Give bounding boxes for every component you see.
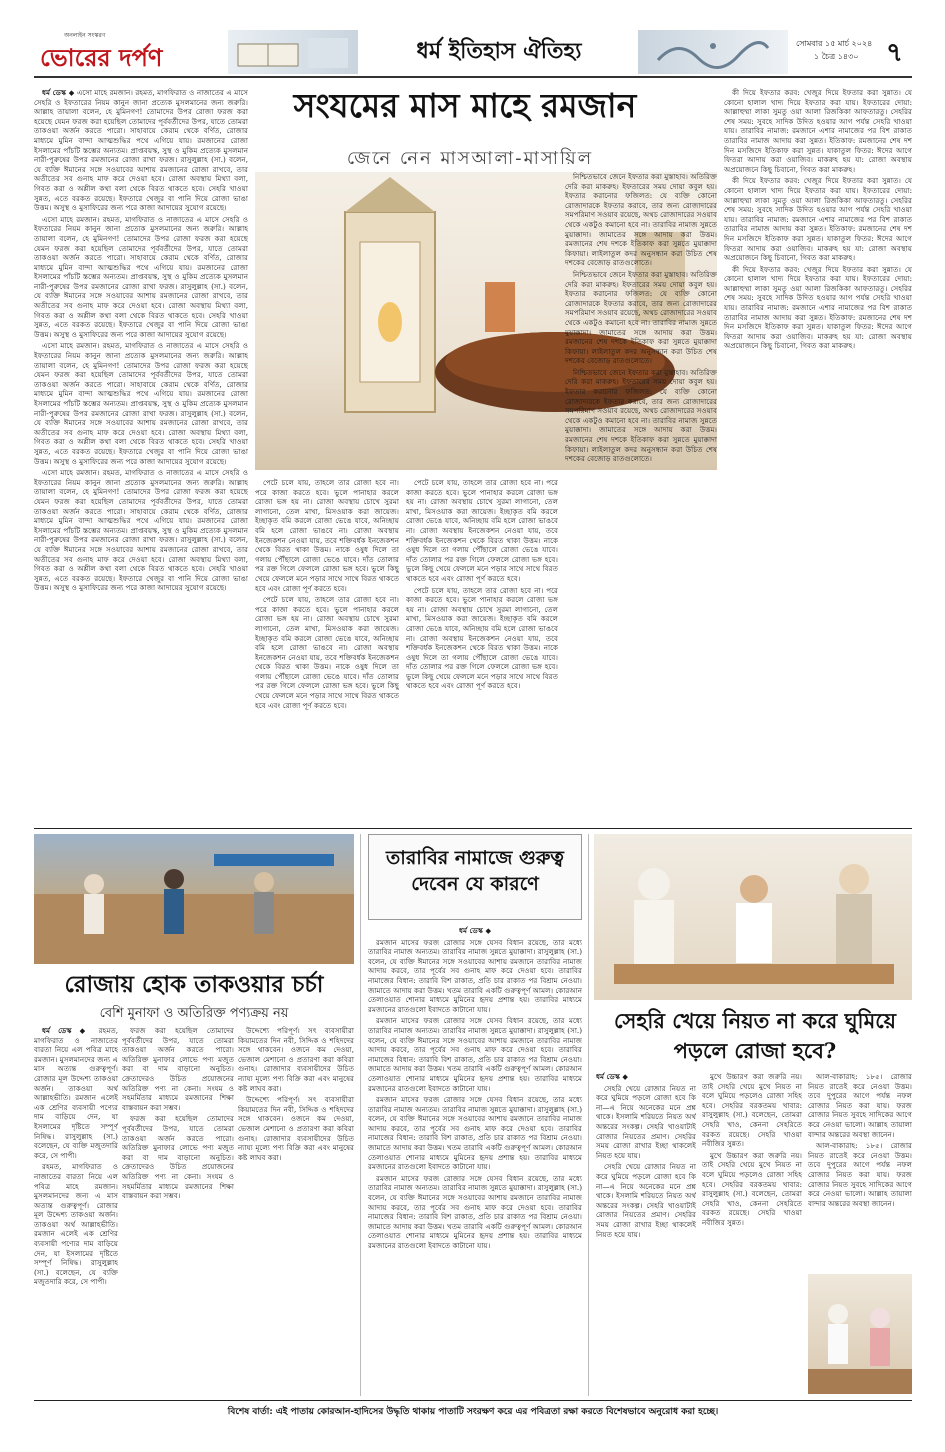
header-banner-right bbox=[638, 30, 788, 74]
footer-notice bbox=[34, 1404, 912, 1420]
logo-box bbox=[34, 30, 224, 76]
date-line-bengali: ১ চৈত্র ১৪৩০ bbox=[814, 52, 859, 61]
article4-title: সেহরি খেয়ে নিয়ত না করে ঘুমিয়ে পড়লে রোজা হবে? bbox=[613, 1008, 897, 1063]
article2-title: রোজায় হোক তাকওয়ার চর্চা bbox=[64, 971, 324, 998]
article1-column-2: পেটে চলে যায়, তাহলে তার রোজা হবে না। পরে কাজা করতে হবে। ভুলে পানাহার করলে রোজা ভঙ্গ হয় না। রোজা অবস্থায় চোখে সুরমা লাগানো, তেল মাখা, মিসওয়াক করা জায়েজ। ইচ্ছাকৃত বমি করলে রোজা ভেঙে যাবে, অনিচ্ছায় বমি হলে রোজা ভাঙবে না। রোজা অবস্থায় ইনজেকশন নেওয়া যায়, তবে শক্তিবর্ধক ইনজেকশন থেকে বিরত থাকা উত্তম। নাকে ওষুধ দিলে তা গলায় পৌঁছালে রোজা ভেঙে যাবে। দাঁত তোলার পর রক্ত গিলে ফেললে রোজা ভঙ্গ হবে। ভুলে কিছু খেয়ে ফেললে মনে পড়ার সাথে সাথে বিরত থাকতে হবে এবং রোজা পূর্ণ করতে হবে। পেটে চলে যায়, তাহলে তার রোজা হবে না। পরে কাজা করতে হবে। ভুলে পানাহার করলে রোজা ভঙ্গ হয় না। রোজা অবস্থায় চোখে সুরমা লাগানো, তেল মাখা, মিসওয়াক করা জায়েজ। ইচ্ছাকৃত বমি করলে রোজা ভেঙে যাবে, অনিচ্ছায় বমি হলে রোজা ভাঙবে না। রোজা অবস্থায় ইনজেকশন নেওয়া যায়, তবে শক্তিবর্ধক ইনজেকশন থেকে বিরত থাকা উত্তম। নাকে ওষুধ দিলে তা গলায় পৌঁছালে রোজা ভেঙে যাবে। দাঁত তোলার পর রক্ত গিলে ফেললে রোজা ভঙ্গ হবে। ভুলে কিছু খেয়ে ফেললে মনে পড়ার সাথে সাথে বিরত থাকতে হবে এবং রোজা পূর্ণ করতে হবে। bbox=[255, 478, 399, 710]
article3-title-box bbox=[368, 834, 582, 920]
children-icon bbox=[808, 1274, 912, 1394]
article2-column-2: ফরজ করা হয়েছিল তোমাদের পূর্ববর্তীদের উপর, যাতে তোমরা তাকওয়া অর্জন করতে পারো। অতিরিক্ত মুনাফার লোভে পণ্য মজুত করা বা দাম বাড়ানো অনুচিত। ক্রেতাদেরও উচিত প্রয়োজনের অতিরিক্ত পণ্য না কেনা। সংযম ও সহমর্মিতার মাধ্যমে রমজানের শিক্ষা বাস্তবায়ন করা সম্ভব। ফরজ করা হয়েছিল তোমাদের পূর্ববর্তীদের উপর, যাতে তোমরা তাকওয়া অর্জন করতে পারো। অতিরিক্ত মুনাফার লোভে পণ্য মজুত করা বা দাম বাড়ানো অনুচিত। ক্রেতাদেরও উচিত প্রয়োজনের অতিরিক্ত পণ্য না কেনা। সংযম ও সহমর্মিতার মাধ্যমে রমজানের শিক্ষা বাস্তবায়ন করা সম্ভব। bbox=[122, 1026, 234, 1201]
article4-byline: ধর্ম ডেস্ক ◆ bbox=[596, 1072, 628, 1081]
logo: ভোরের দর্পণ bbox=[40, 43, 163, 72]
children-dua-photo bbox=[808, 1274, 912, 1394]
article3-byline: ধর্ম ডেস্ক ◆ bbox=[459, 926, 491, 935]
article4-column-1: ধর্ম ডেস্ক ◆ সেহরি খেয়ে রোজার নিয়ত না করে ঘুমিয়ে পড়লে রোজা হবে কি না—এ নিয়ে অনেকের মনে প্রশ্ন থাকে। ইসলামি শরিয়তে নিয়ত অর্থ অন্তরের সংকল্প। সেহরি খাওয়াটাই রোজার নিয়তের প্রমাণ। সেহরির সময় রোজা রাখার ইচ্ছা থাকলেই নিয়ত হয়ে যায়। সেহরি খেয়ে রোজার নিয়ত না করে ঘুমিয়ে পড়লে রোজা হবে কি না—এ নিয়ে অনেকের মনে প্রশ্ন থাকে। ইসলামি শরিয়তে নিয়ত অর্থ অন্তরের সংকল্প। সেহরি খাওয়াটাই রোজার নিয়তের প্রমাণ। সেহরির সময় রোজা রাখার ইচ্ছা থাকলেই নিয়ত হয়ে যায়। bbox=[596, 1072, 696, 1239]
footer-notice-text: বিশেষ বার্তা: এই পাতায় কোরআন-হাদিসের উদ্ধৃতি থাকায় পাতাটি সংরক্ষণ করে এর পবিত্রতা রক্ষা করতে বিশেষভাবে অনুরোধ করা হচ্ছে। bbox=[227, 1407, 719, 1417]
article2-subtitle: বেশি মুনাফা ও অতিরিক্ত পণ্যক্রয় নয় bbox=[99, 1006, 289, 1021]
article1-byline: ধর্ম ডেস্ক ◆ bbox=[42, 88, 75, 97]
divider-mid bbox=[34, 828, 912, 829]
divider-col-b bbox=[588, 834, 589, 1396]
family-icon bbox=[594, 834, 912, 1000]
divider-col-a bbox=[360, 834, 361, 1396]
quran-book-icon bbox=[228, 30, 358, 74]
article1-column-1: ধর্ম ডেস্ক ◆ এসো মাহে রমজান। রহমত, মাগফিরাত ও নাজাতের এ মাসে সেহরি ও ইফতারের নিয়ম কানুন জানা প্রত্যেক মুসলমানের জন্য জরুরি। আল্লাহ তায়ালা বলেন, হে মুমিনগণ! তোমাদের উপর রোজা ফরজ করা হয়েছে যেমন ফরজ করা হয়েছিল তোমাদের পূর্ববর্তীদের উপর, যাতে তোমরা তাকওয়া অর্জন করতে পারো। সাহাবায়ে কেরাম থেকে বর্ণিত, রোজার মাধ্যমে মুমিন বান্দা আত্মশুদ্ধির পথে এগিয়ে যায়। রমজানের রোজা ইসলামের পাঁচটি স্তম্ভের অন্যতম। প্রাপ্তবয়স্ক, সুস্থ ও মুকিম প্রত্যেক মুসলমান নারী-পুরুষের উপর রমজানের রোজা রাখা ফরজ। রাসুলুল্লাহ (সা.) বলেন, যে ব্যক্তি ঈমানের সঙ্গে সওয়াবের আশায় রমজানের রোজা রাখবে, তার অতীতের সব গুনাহ মাফ করে দেওয়া হবে। রোজা অবস্থায় মিথ্যা বলা, গিবত করা ও অশ্লীল কথা বলা থেকে বিরত থাকতে হবে। সেহরি খাওয়া সুন্নত, এতে বরকত রয়েছে। ইফতারে খেজুর বা পানি দিয়ে রোজা ভাঙা উত্তম। অসুস্থ ও মুসাফিরের জন্য পরে কাজা আদায়ের সুযোগ রয়েছে। এসো মাহে রমজান। রহমত, মাগফিরাত ও নাজাতের এ মাসে সেহরি ও ইফতারের নিয়ম কানুন জানা প্রত্যেক মুসলমানের জন্য জরুরি। আল্লাহ তায়ালা বলেন, হে মুমিনগণ! তোমাদের উপর রোজা ফরজ করা হয়েছে যেমন ফরজ করা হয়েছিল তোমাদের পূর্ববর্তীদের উপর, যাতে তোমরা তাকওয়া অর্জন করতে পারো। সাহাবায়ে কেরাম থেকে বর্ণিত, রোজার মাধ্যমে মুমিন বান্দা আত্মশুদ্ধির পথে এগিয়ে যায়। রমজানের রোজা ইসলামের পাঁচটি স্তম্ভের অন্যতম। প্রাপ্তবয়স্ক, সুস্থ ও মুকিম প্রত্যেক মুসলমান নারী-পুরুষের উপর রমজানের রোজা রাখা ফরজ। রাসুলুল্লাহ (সা.) বলেন, যে ব্যক্তি ঈমানের সঙ্গে সওয়াবের আশায় রমজানের রোজা রাখবে, তার অতীতের সব গুনাহ মাফ করে দেওয়া হবে। রোজা অবস্থায় মিথ্যা বলা, গিবত করা ও অশ্লীল কথা বলা থেকে বিরত থাকতে হবে। সেহরি খাওয়া সুন্নত, এতে বরকত রয়েছে। ইফতারে খেজুর বা পানি দিয়ে রোজা ভাঙা উত্তম। অসুস্থ ও মুসাফিরের জন্য পরে কাজা আদায়ের সুযোগ রয়েছে। এসো মাহে রমজান। রহমত, মাগফিরাত ও নাজাতের এ মাসে সেহরি ও ইফতারের নিয়ম কানুন জানা প্রত্যেক মুসলমানের জন্য জরুরি। আল্লাহ তায়ালা বলেন, হে মুমিনগণ! তোমাদের উপর রোজা ফরজ করা হয়েছে যেমন ফরজ করা হয়েছিল তোমাদের পূর্ববর্তীদের উপর, যাতে তোমরা তাকওয়া অর্জন করতে পারো। সাহাবায়ে কেরাম থেকে বর্ণিত, রোজার মাধ্যমে মুমিন বান্দা আত্মশুদ্ধির পথে এগিয়ে যায়। রমজানের রোজা ইসলামের পাঁচটি স্তম্ভের অন্যতম। প্রাপ্তবয়স্ক, সুস্থ ও মুকিম প্রত্যেক মুসলমান নারী-পুরুষের উপর রমজানের রোজা রাখা ফরজ। রাসুলুল্লাহ (সা.) বলেন, যে ব্যক্তি ঈমানের সঙ্গে সওয়াবের আশায় রমজানের রোজা রাখবে, তার অতীতের সব গুনাহ মাফ করে দেওয়া হবে। রোজা অবস্থায় মিথ্যা বলা, গিবত করা ও অশ্লীল কথা বলা থেকে বিরত থাকতে হবে। সেহরি খাওয়া সুন্নত, এতে বরকত রয়েছে। ইফতারে খেজুর বা পানি দিয়ে রোজা ভাঙা উত্তম। অসুস্থ ও মুসাফিরের জন্য পরে কাজা আদায়ের সুযোগ রয়েছে। এসো মাহে রমজান। রহমত, মাগফিরাত ও নাজাতের এ মাসে সেহরি ও ইফতারের নিয়ম কানুন জানা প্রত্যেক মুসলমানের জন্য জরুরি। আল্লাহ তায়ালা বলেন, হে মুমিনগণ! তোমাদের উপর রোজা ফরজ করা হয়েছে যেমন ফরজ করা হয়েছিল তোমাদের পূর্ববর্তীদের উপর, যাতে তোমরা তাকওয়া অর্জন করতে পারো। সাহাবায়ে কেরাম থেকে বর্ণিত, রোজার মাধ্যমে মুমিন বান্দা আত্মশুদ্ধির পথে এগিয়ে যায়। রমজানের রোজা ইসলামের পাঁচটি স্তম্ভের অন্যতম। প্রাপ্তবয়স্ক, সুস্থ ও মুকিম প্রত্যেক মুসলমান নারী-পুরুষের উপর রমজানের রোজা রাখা ফরজ। রাসুলুল্লাহ (সা.) বলেন, যে ব্যক্তি ঈমানের সঙ্গে সওয়াবের আশায় রমজানের রোজা রাখবে, তার অতীতের সব গুনাহ মাফ করে দেওয়া হবে। রোজা অবস্থায় মিথ্যা বলা, গিবত করা ও অশ্লীল কথা বলা থেকে বিরত থাকতে হবে। সেহরি খাওয়া সুন্নত, এতে বরকত রয়েছে। ইফতারে খেজুর বা পানি দিয়ে রোজা ভাঙা উত্তম। অসুস্থ ও মুসাফিরের জন্য পরে কাজা আদায়ের সুযোগ রয়েছে। bbox=[34, 88, 248, 593]
article2-column-1: ধর্ম ডেস্ক ◆ রহমত, মাগফিরাত ও নাজাতের বারতা নিয়ে এল পবিত্র মাহে রমজান। মুসলমানদের জন্য এ মাস অত্যন্ত গুরুত্বপূর্ণ। রোজার মূল উদ্দেশ্য তাকওয়া অর্জন। তাকওয়া অর্থ আল্লাহভীতি। রমজান এলেই এক শ্রেণির ব্যবসায়ী পণ্যের দাম বাড়িয়ে দেন, যা ইসলামের দৃষ্টিতে সম্পূর্ণ নিষিদ্ধ। রাসুলুল্লাহ (সা.) বলেছেন, যে ব্যক্তি মজুতদারি করে, সে পাপী। রহমত, মাগফিরাত ও নাজাতের বারতা নিয়ে এল পবিত্র মাহে রমজান। মুসলমানদের জন্য এ মাস অত্যন্ত গুরুত্বপূর্ণ। রোজার মূল উদ্দেশ্য তাকওয়া অর্জন। তাকওয়া অর্থ আল্লাহভীতি। রমজান এলেই এক শ্রেণির ব্যবসায়ী পণ্যের দাম বাড়িয়ে দেন, যা ইসলামের দৃষ্টিতে সম্পূর্ণ নিষিদ্ধ। রাসুলুল্লাহ (সা.) বলেছেন, যে ব্যক্তি মজুতদারি করে, সে পাপী। bbox=[34, 1026, 118, 1287]
article4-column-2: মুখে উচ্চারণ করা জরুরি নয়। তাই সেহরি খেয়ে মুখে নিয়ত না বলে ঘুমিয়ে পড়লেও রোজা সহিহ হবে। সেহরির বরকতময় খাবার: রাসুলুল্লাহ (সা.) বলেছেন, তোমরা সেহরি খাও, কেননা সেহরিতে বরকত রয়েছে। সেহরি খাওয়া নবীজির সুন্নত। মুখে উচ্চারণ করা জরুরি নয়। তাই সেহরি খেয়ে মুখে নিয়ত না বলে ঘুমিয়ে পড়লেও রোজা সহিহ হবে। সেহরির বরকতময় খাবার: রাসুলুল্লাহ (সা.) বলেছেন, তোমরা সেহরি খাও, কেননা সেহরিতে বরকত রয়েছে। সেহরি খাওয়া নবীজির সুন্নত। bbox=[702, 1072, 802, 1227]
calligraphy-icon bbox=[638, 30, 788, 74]
market-photo bbox=[34, 834, 354, 964]
section-title: ধর্ম ইতিহাস ঐতিহ্য bbox=[416, 38, 582, 64]
header-banner-left bbox=[228, 30, 358, 74]
logo-tagline: অনলাইন সংস্করণ bbox=[64, 32, 106, 39]
family-sehri-photo bbox=[594, 834, 912, 1000]
article1-column-5: কী দিয়ে ইফতার করব: খেজুর দিয়ে ইফতার করা সুন্নাত। যে কোনো হালাল খাদ্য দিয়ে ইফতার করা যায়। ইফতারের দোয়া: আল্লাহুম্মা লাকা সুমতু ওয়া আলা রিজকিকা আফতারতু। সেহরির শেষ সময়: সুবহে সাদিক উদিত হওয়ার আগ পর্যন্ত সেহরি খাওয়া যায়। তারাবির নামাজ: রমজানে এশার নামাজের পর বিশ রাকাত তারাবির নামাজ আদায় করা সুন্নত। ইতিকাফ: রমজানের শেষ দশ দিন মসজিদে ইতিকাফ করা সুন্নত। যাকাতুল ফিতর: ঈদের আগে ফিতরা আদায় করা ওয়াজিব। মাকরুহ হয় যা: রোজা অবস্থায় অপ্রয়োজনে কিছু চিবানো, গিবত করা মাকরুহ। কী দিয়ে ইফতার করব: খেজুর দিয়ে ইফতার করা সুন্নাত। যে কোনো হালাল খাদ্য দিয়ে ইফতার করা যায়। ইফতারের দোয়া: আল্লাহুম্মা লাকা সুমতু ওয়া আলা রিজকিকা আফতারতু। সেহরির শেষ সময়: সুবহে সাদিক উদিত হওয়ার আগ পর্যন্ত সেহরি খাওয়া যায়। তারাবির নামাজ: রমজানে এশার নামাজের পর বিশ রাকাত তারাবির নামাজ আদায় করা সুন্নত। ইতিকাফ: রমজানের শেষ দশ দিন মসজিদে ইতিকাফ করা সুন্নত। যাকাতুল ফিতর: ঈদের আগে ফিতরা আদায় করা ওয়াজিব। মাকরুহ হয় যা: রোজা অবস্থায় অপ্রয়োজনে কিছু চিবানো, গিবত করা মাকরুহ। কী দিয়ে ইফতার করব: খেজুর দিয়ে ইফতার করা সুন্নাত। যে কোনো হালাল খাদ্য দিয়ে ইফতার করা যায়। ইফতারের দোয়া: আল্লাহুম্মা লাকা সুমতু ওয়া আলা রিজকিকা আফতারতু। সেহরির শেষ সময়: সুবহে সাদিক উদিত হওয়ার আগ পর্যন্ত সেহরি খাওয়া যায়। তারাবির নামাজ: রমজানে এশার নামাজের পর বিশ রাকাত তারাবির নামাজ আদায় করা সুন্নত। ইতিকাফ: রমজানের শেষ দশ দিন মসজিদে ইতিকাফ করা সুন্নত। যাকাতুল ফিতর: ঈদের আগে ফিতরা আদায় করা ওয়াজিব। মাকরুহ হয় যা: রোজা অবস্থায় অপ্রয়োজনে কিছু চিবানো, গিবত করা মাকরুহ। bbox=[724, 88, 912, 351]
footer-rule bbox=[34, 1400, 912, 1401]
article1-column-3: পেটে চলে যায়, তাহলে তার রোজা হবে না। পরে কাজা করতে হবে। ভুলে পানাহার করলে রোজা ভঙ্গ হয় না। রোজা অবস্থায় চোখে সুরমা লাগানো, তেল মাখা, মিসওয়াক করা জায়েজ। ইচ্ছাকৃত বমি করলে রোজা ভেঙে যাবে, অনিচ্ছায় বমি হলে রোজা ভাঙবে না। রোজা অবস্থায় ইনজেকশন নেওয়া যায়, তবে শক্তিবর্ধক ইনজেকশন থেকে বিরত থাকা উত্তম। নাকে ওষুধ দিলে তা গলায় পৌঁছালে রোজা ভেঙে যাবে। দাঁত তোলার পর রক্ত গিলে ফেললে রোজা ভঙ্গ হবে। ভুলে কিছু খেয়ে ফেললে মনে পড়ার সাথে সাথে বিরত থাকতে হবে এবং রোজা পূর্ণ করতে হবে। পেটে চলে যায়, তাহলে তার রোজা হবে না। পরে কাজা করতে হবে। ভুলে পানাহার করলে রোজা ভঙ্গ হয় না। রোজা অবস্থায় চোখে সুরমা লাগানো, তেল মাখা, মিসওয়াক করা জায়েজ। ইচ্ছাকৃত বমি করলে রোজা ভেঙে যাবে, অনিচ্ছায় বমি হলে রোজা ভাঙবে না। রোজা অবস্থায় ইনজেকশন নেওয়া যায়, তবে শক্তিবর্ধক ইনজেকশন থেকে বিরত থাকা উত্তম। নাকে ওষুধ দিলে তা গলায় পৌঁছালে রোজা ভেঙে যাবে। দাঁত তোলার পর রক্ত গিলে ফেললে রোজা ভঙ্গ হবে। ভুলে কিছু খেয়ে ফেললে মনে পড়ার সাথে সাথে বিরত থাকতে হবে এবং রোজা পূর্ণ করতে হবে। bbox=[406, 478, 558, 691]
article1-title: সংযমের মাস মাহে রমজান bbox=[293, 86, 637, 125]
article2-byline: ধর্ম ডেস্ক ◆ bbox=[42, 1026, 91, 1035]
date-line: সোমবার ১৫ মার্চ ২০২৪ bbox=[796, 39, 873, 48]
crowd-icon bbox=[34, 834, 354, 964]
article4-column-3: আল-বাকারাহ: ১৮৫। রোজার নিয়ত রাতেই করে নেওয়া উত্তম। তবে দুপুরের আগে পর্যন্ত নফল রোজার নিয়ত করা যায়। ফরজ রোজার নিয়ত সুবহে সাদিকের আগে করে নেওয়া ভালো। আল্লাহ তায়ালা বান্দার অন্তরের অবস্থা জানেন। আল-বাকারাহ: ১৮৫। রোজার নিয়ত রাতেই করে নেওয়া উত্তম। তবে দুপুরের আগে পর্যন্ত নফল রোজার নিয়ত করা যায়। ফরজ রোজার নিয়ত সুবহে সাদিকের আগে করে নেওয়া ভালো। আল্লাহ তায়ালা বান্দার অন্তরের অবস্থা জানেন। bbox=[808, 1072, 912, 1208]
article1-subtitle: জেনে নেন মাসআলা-মাসায়িল bbox=[346, 148, 594, 169]
article1-column-4: নিশ্চিতভাবে জেনে ইফতার করা মুস্তাহাব। অতিরিক্ত দেরি করা মাকরুহ। ইফতারের সময় দোয়া কবুল হয়। ইফতার করানোর ফজিলত: যে ব্যক্তি কোনো রোজাদারকে ইফতার করাবে, তার জন্য রোজাদারের সমপরিমাণ সওয়াব রয়েছে, অথচ রোজাদারের সওয়াব থেকে একটুও কমানো হবে না। তারাবির নামাজ সুন্নতে মুয়াক্কাদা। জামাতের সঙ্গে আদায় করা উত্তম। রমজানের শেষ দশকে ইতিকাফ করা সুন্নতে মুয়াক্কাদা কিফায়া। লাইলাতুল কদর অনুসন্ধান করা উচিত শেষ দশকের বেজোড় রাতগুলোতে। নিশ্চিতভাবে জেনে ইফতার করা মুস্তাহাব। অতিরিক্ত দেরি করা মাকরুহ। ইফতারের সময় দোয়া কবুল হয়। ইফতার করানোর ফজিলত: যে ব্যক্তি কোনো রোজাদারকে ইফতার করাবে, তার জন্য রোজাদারের সমপরিমাণ সওয়াব রয়েছে, অথচ রোজাদারের সওয়াব থেকে একটুও কমানো হবে না। তারাবির নামাজ সুন্নতে মুয়াক্কাদা। জামাতের সঙ্গে আদায় করা উত্তম। রমজানের শেষ দশকে ইতিকাফ করা সুন্নতে মুয়াক্কাদা কিফায়া। লাইলাতুল কদর অনুসন্ধান করা উচিত শেষ দশকের বেজোড় রাতগুলোতে। নিশ্চিতভাবে জেনে ইফতার করা মুস্তাহাব। অতিরিক্ত দেরি করা মাকরুহ। ইফতারের সময় দোয়া কবুল হয়। ইফতার করানোর ফজিলত: যে ব্যক্তি কোনো রোজাদারকে ইফতার করাবে, তার জন্য রোজাদারের সমপরিমাণ সওয়াব রয়েছে, অথচ রোজাদারের সওয়াব থেকে একটুও কমানো হবে না। তারাবির নামাজ সুন্নতে মুয়াক্কাদা। জামাতের সঙ্গে আদায় করা উত্তম। রমজানের শেষ দশকে ইতিকাফ করা সুন্নতে মুয়াক্কাদা কিফায়া। লাইলাতুল কদর অনুসন্ধান করা উচিত শেষ দশকের বেজোড় রাতগুলোতে। bbox=[565, 172, 717, 464]
article2-column-3: উদ্দেশ্যে পরিপূর্ণ। সৎ ব্যবসায়ীরা কিয়ামতের দিন নবী, সিদ্দিক ও শহিদদের সঙ্গে থাকবেন। ওজনে কম দেওয়া, ভেজাল মেশানো ও প্রতারণা করা কবিরা গুনাহ। রোজাদার ব্যবসায়ীদের উচিত ন্যায্য মূল্যে পণ্য বিক্রি করা এবং মানুষের কষ্ট লাঘব করা। উদ্দেশ্যে পরিপূর্ণ। সৎ ব্যবসায়ীরা কিয়ামতের দিন নবী, সিদ্দিক ও শহিদদের সঙ্গে থাকবেন। ওজনে কম দেওয়া, ভেজাল মেশানো ও প্রতারণা করা কবিরা গুনাহ। রোজাদার ব্যবসায়ীদের উচিত ন্যায্য মূল্যে পণ্য বিক্রি করা এবং মানুষের কষ্ট লাঘব করা। bbox=[238, 1026, 354, 1162]
page-number: ৭ bbox=[886, 38, 903, 68]
masthead bbox=[34, 26, 912, 78]
article3-column: ধর্ম ডেস্ক ◆ রমজান মাসের ফরজ রোজার সঙ্গে যেসব বিধান রয়েছে, তার মধ্যে তারাবির নামাজ অন্যতম। তারাবির নামাজ সুন্নতে মুয়াক্কাদা। রাসুলুল্লাহ (সা.) বলেন, যে ব্যক্তি ঈমানের সঙ্গে সওয়াবের আশায় রমজানে তারাবির নামাজ আদায় করবে, তার পূর্বের সব গুনাহ মাফ করে দেওয়া হবে। তারাবির নামাজের বিধান: তারাবি বিশ রাকাত, প্রতি চার রাকাত পর বিশ্রাম নেওয়া। জামাতে আদায় করা উত্তম। খতম তারাবি একটি গুরুত্বপূর্ণ আমল। কোরআন তেলাওয়াত শোনার মাধ্যমে মুমিনের হৃদয় প্রশান্ত হয়। তারাবির মাধ্যমে রমজানের রাতগুলো ইবাদতে কাটানো যায়। রমজান মাসের ফরজ রোজার সঙ্গে যেসব বিধান রয়েছে, তার মধ্যে তারাবির নামাজ অন্যতম। তারাবির নামাজ সুন্নতে মুয়াক্কাদা। রাসুলুল্লাহ (সা.) বলেন, যে ব্যক্তি ঈমানের সঙ্গে সওয়াবের আশায় রমজানে তারাবির নামাজ আদায় করবে, তার পূর্বের সব গুনাহ মাফ করে দেওয়া হবে। তারাবির নামাজের বিধান: তারাবি বিশ রাকাত, প্রতি চার রাকাত পর বিশ্রাম নেওয়া। জামাতে আদায় করা উত্তম। খতম তারাবি একটি গুরুত্বপূর্ণ আমল। কোরআন তেলাওয়াত শোনার মাধ্যমে মুমিনের হৃদয় প্রশান্ত হয়। তারাবির মাধ্যমে রমজানের রাতগুলো ইবাদতে কাটানো যায়। রমজান মাসের ফরজ রোজার সঙ্গে যেসব বিধান রয়েছে, তার মধ্যে তারাবির নামাজ অন্যতম। তারাবির নামাজ সুন্নতে মুয়াক্কাদা। রাসুলুল্লাহ (সা.) বলেন, যে ব্যক্তি ঈমানের সঙ্গে সওয়াবের আশায় রমজানে তারাবির নামাজ আদায় করবে, তার পূর্বের সব গুনাহ মাফ করে দেওয়া হবে। তারাবির নামাজের বিধান: তারাবি বিশ রাকাত, প্রতি চার রাকাত পর বিশ্রাম নেওয়া। জামাতে আদায় করা উত্তম। খতম তারাবি একটি গুরুত্বপূর্ণ আমল। কোরআন তেলাওয়াত শোনার মাধ্যমে মুমিনের হৃদয় প্রশান্ত হয়। তারাবির মাধ্যমে রমজানের রাতগুলো ইবাদতে কাটানো যায়। রমজান মাসের ফরজ রোজার সঙ্গে যেসব বিধান রয়েছে, তার মধ্যে তারাবির নামাজ অন্যতম। তারাবির নামাজ সুন্নতে মুয়াক্কাদা। রাসুলুল্লাহ (সা.) বলেন, যে ব্যক্তি ঈমানের সঙ্গে সওয়াবের আশায় রমজানে তারাবির নামাজ আদায় করবে, তার পূর্বের সব গুনাহ মাফ করে দেওয়া হবে। তারাবির নামাজের বিধান: তারাবি বিশ রাকাত, প্রতি চার রাকাত পর বিশ্রাম নেওয়া। জামাতে আদায় করা উত্তম। খতম তারাবি একটি গুরুত্বপূর্ণ আমল। কোরআন তেলাওয়াত শোনার মাধ্যমে মুমিনের হৃদয় প্রশান্ত হয়। তারাবির মাধ্যমে রমজানের রাতগুলো ইবাদতে কাটানো যায়। bbox=[368, 926, 582, 1250]
article3-title: তারাবির নামাজে গুরুত্ব দেবেন যে কারণে bbox=[386, 847, 564, 895]
